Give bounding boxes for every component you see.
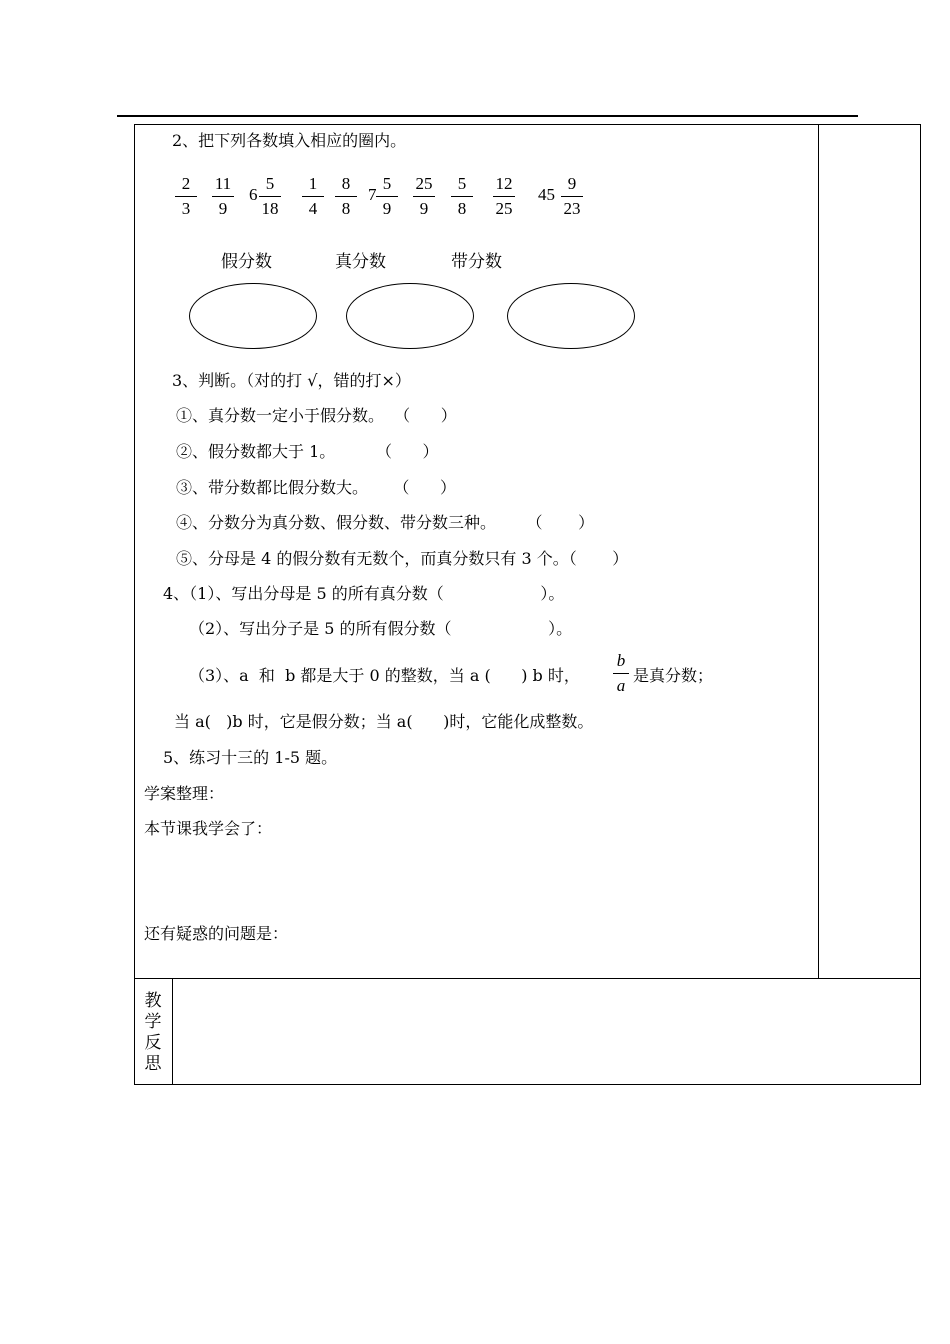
table-inner-divider (818, 124, 819, 979)
table-top-border (134, 124, 921, 125)
summary-learned: 本节课我学会了： (144, 819, 273, 838)
improper-fraction-circle[interactable] (189, 283, 317, 349)
q4-line-3-post: 是真分数； (633, 666, 714, 685)
reflection-label: 教 学 反 思 (144, 991, 162, 1074)
circle-label-improper: 假分数 (221, 252, 272, 272)
whole-part: 6 (249, 185, 258, 204)
whole-part: 45 (538, 185, 555, 204)
summary-heading: 学案整理： (144, 784, 225, 803)
judgement-item-5: ⑤、分母是 4 的假分数有无数个，而真分数只有 3 个。（ ） (176, 549, 629, 568)
whole-part: 7 (368, 185, 377, 204)
table-right-border (920, 124, 921, 1085)
fraction-item: 25 9 (404, 173, 444, 220)
q2-title: 2、把下列各数填入相应的圈内。 (172, 131, 407, 150)
q4-line-1: 4、（1）、写出分母是 5 的所有真分数（ ）。 (163, 584, 565, 603)
judgement-item-4: ④、分数分为真分数、假分数、带分数三种。 （ ） (176, 513, 595, 532)
reflection-area[interactable] (173, 979, 919, 1084)
table-left-border (134, 124, 135, 1085)
fraction-item: 11 9 (203, 173, 243, 220)
q3-title: 3、判断。（对的打 √，错的打×） (172, 371, 411, 390)
fraction-item: 8 8 (326, 173, 366, 220)
judgement-item-3: ③、带分数都比假分数大。 （ ） (176, 478, 456, 497)
fraction-item: 9 23 (552, 173, 592, 220)
b-over-a-fraction: b a (601, 650, 641, 697)
q5-line: 5、练习十三的 1-5 题。 (163, 748, 338, 767)
fraction-item: 5 9 (367, 173, 407, 220)
q4-line-2: （2）、写出分子是 5 的所有假分数（ ）。 (189, 619, 573, 638)
fraction-item: 1 4 (293, 173, 333, 220)
table-bottom-border (134, 1084, 921, 1085)
circle-label-proper: 真分数 (335, 252, 386, 272)
judgement-item-1: ①、真分数一定小于假分数。 （ ） (176, 406, 457, 425)
judgement-item-2: ②、假分数都大于 1。 （ ） (176, 442, 439, 461)
summary-questions: 还有疑惑的问题是： (144, 924, 289, 943)
fraction-item: 5 8 (442, 173, 482, 220)
q4-line-4: 当 a( )b 时，它是假分数；当 a( )时，它能化成整数。 (174, 712, 594, 731)
header-rule (117, 115, 858, 117)
q4-line-3-pre: （3）、a 和 b 都是大于 0 的整数，当 a ( ) b 时， (189, 666, 580, 685)
fraction-item: 5 18 (250, 173, 290, 220)
fraction-item: 12 25 (484, 173, 524, 220)
circle-label-mixed: 带分数 (451, 252, 502, 272)
fraction-item: 2 3 (166, 173, 206, 220)
mixed-number-circle[interactable] (507, 283, 635, 349)
proper-fraction-circle[interactable] (346, 283, 474, 349)
